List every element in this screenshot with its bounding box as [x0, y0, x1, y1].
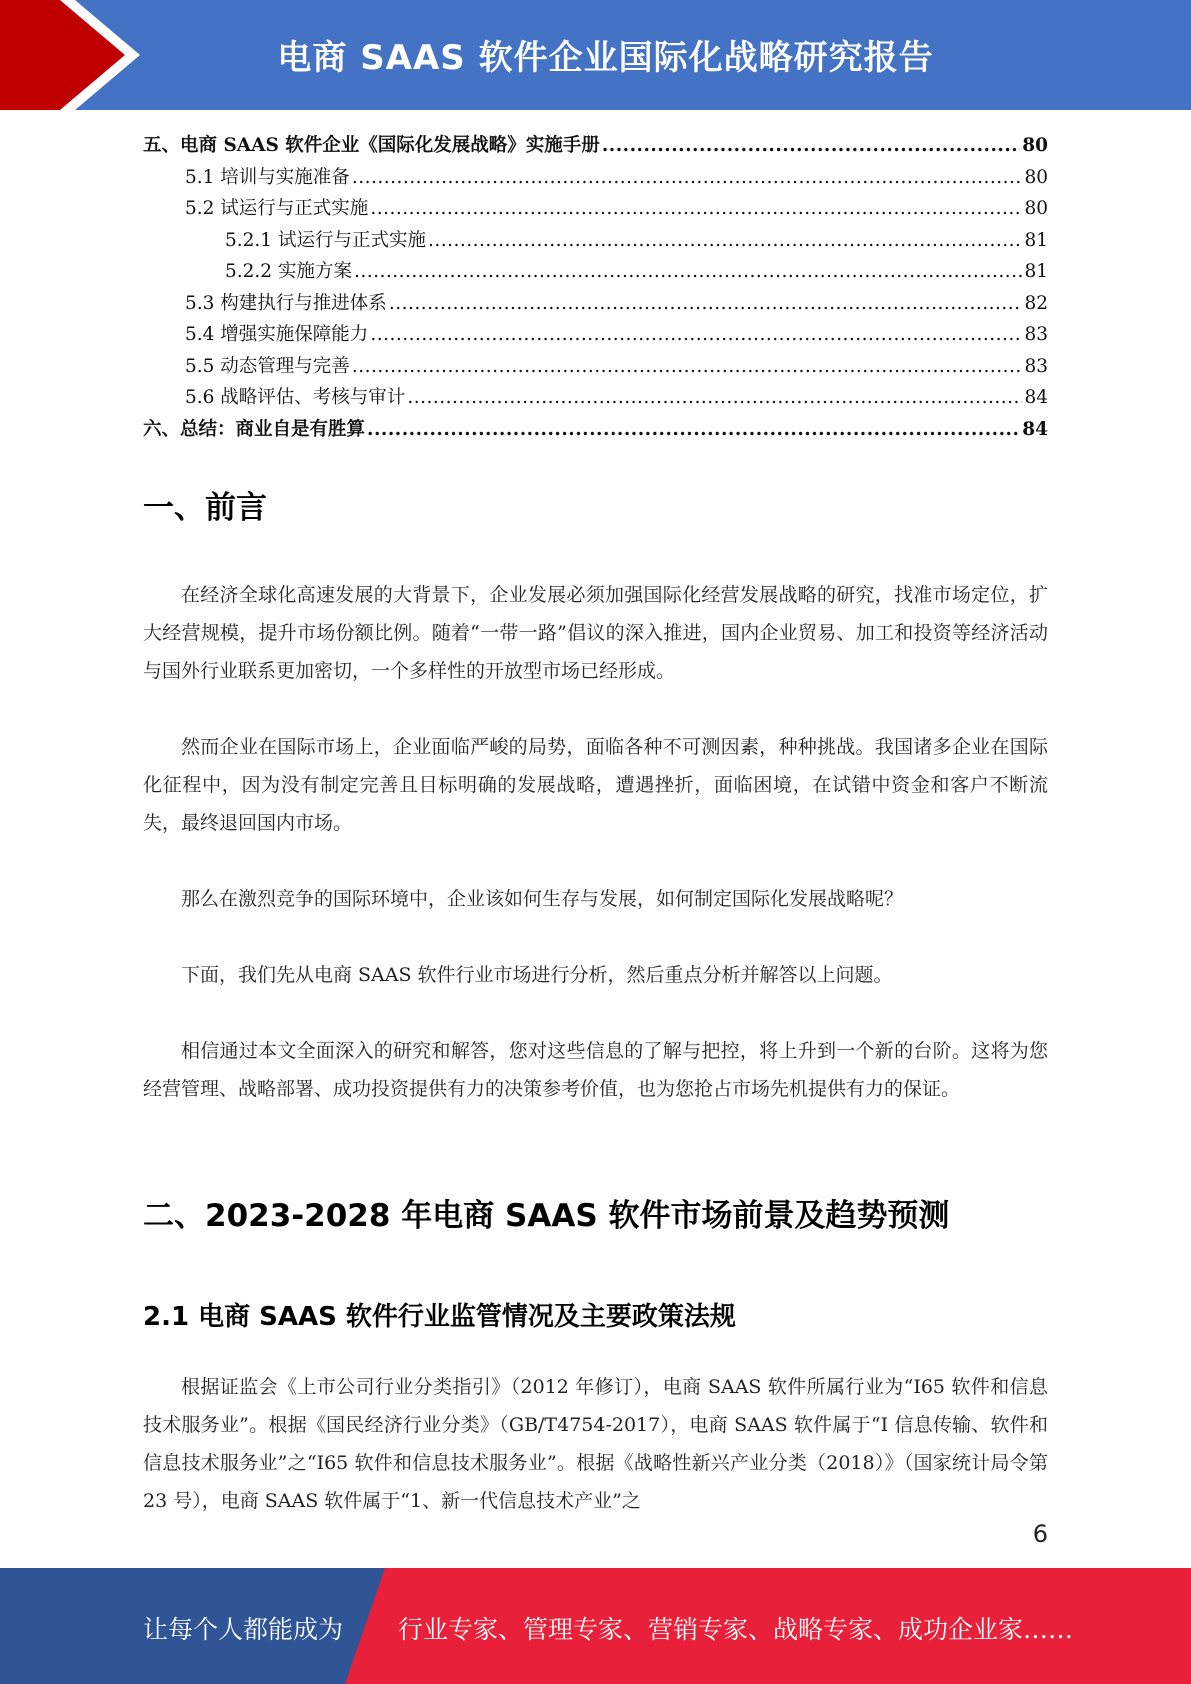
toc-leader-dots	[407, 382, 1022, 414]
toc-entry-page: 80	[1024, 198, 1048, 219]
toc-entry-label: 5.4 增强实施保障能力	[185, 324, 369, 345]
toc-entry[interactable]	[143, 382, 1048, 414]
toc-entry-page: 82	[1024, 292, 1048, 314]
toc-leader-dots	[367, 414, 1020, 446]
toc-entry-page: 80	[1024, 166, 1048, 188]
toc-entry[interactable]	[143, 288, 1048, 320]
subsection-heading: 2.1 电商 SAAS 软件行业监管情况及主要政策法规	[143, 1302, 736, 1332]
toc-entry-page: 83	[1024, 324, 1048, 345]
toc-entry-page: 81	[1024, 229, 1048, 251]
page-number: 6	[1032, 1520, 1048, 1548]
toc-leader-dots	[389, 288, 1023, 320]
body-paragraph: 然而企业在国际市场上，企业面临严峻的局势，面临各种不可测因素，种种挑战。我国诸多企业在国际化征程中，因为没有制定完善且目标明确的发展战略，遭遇挫折，面临困境，在试错中资金和客户不断流失，最终退回国内市场。	[143, 736, 1048, 834]
section-heading-preface: 一、前言	[143, 490, 267, 526]
page-footer	[0, 1568, 1191, 1684]
table-of-contents	[143, 130, 1048, 445]
toc-entry-label: 5.2.2 实施方案	[225, 261, 352, 282]
toc-entry[interactable]	[143, 193, 1048, 225]
section-heading-forecast: 二、2023-2028 年电商 SAAS 软件市场前景及趋势预测	[143, 1198, 950, 1234]
body-paragraph: 根据证监会《上市公司行业分类指引》（2012 年修订），电商 SAAS 软件所属行业为“I65 软件和信息技术服务业”。根据《国民经济行业分类》（GB/T4754-2017），电商 SAAS 软件属于“I 信息传输、软件和信息技术服务业”之“I65 软件和信息技术服务业”。根据《战略性新兴产业分类（2018）》（国家统计局令第 23 号），电商 SAAS 软件属于“1、新一代信息技术产业”之	[143, 1376, 1048, 1512]
toc-entry-page: 81	[1024, 261, 1048, 282]
toc-entry-page: 80	[1022, 135, 1048, 156]
toc-entry[interactable]	[143, 414, 1048, 446]
footer-slogan-left: 让每个人都能成为	[143, 1615, 344, 1644]
toc-entry[interactable]	[143, 130, 1048, 162]
body-paragraph: 相信通过本文全面深入的研究和解答，您对这些信息的了解与把控，将上升到一个新的台阶。这将为您经营管理、战略部署、成功投资提供有力的决策参考价值，也为您抢占市场先机提供有力的保证。	[143, 1040, 1048, 1100]
toc-entry[interactable]	[143, 319, 1048, 351]
toc-entry-page: 83	[1024, 355, 1048, 377]
header-title: 电商 SAAS 软件企业国际化战略研究报告	[277, 38, 934, 78]
toc-entry-label: 5.2 试运行与正式实施	[185, 198, 369, 219]
toc-leader-dots	[352, 162, 1023, 194]
toc-entry[interactable]	[143, 256, 1048, 288]
toc-leader-dots	[428, 225, 1022, 257]
toc-entry[interactable]	[143, 225, 1048, 257]
toc-entry-label: 5.1 培训与实施准备	[185, 166, 350, 188]
page-header	[0, 0, 1191, 110]
body-paragraph: 在经济全球化高速发展的大背景下，企业发展必须加强国际化经营发展战略的研究，找准市场定位，扩大经营规模，提升市场份额比例。随着“一带一路”倡议的深入推进，国内企业贸易、加工和投资等经济活动与国外行业联系更加密切，一个多样性的开放型市场已经形成。	[143, 584, 1048, 682]
toc-entry-label: 5.6 战略评估、考核与审计	[185, 387, 406, 408]
body-paragraph: 下面，我们先从电商 SAAS 软件行业市场进行分析，然后重点分析并解答以上问题。	[181, 964, 893, 986]
toc-entry[interactable]	[143, 162, 1048, 194]
toc-entry[interactable]	[143, 351, 1048, 383]
toc-leader-dots	[352, 351, 1023, 383]
toc-entry-label: 5.2.1 试运行与正式实施	[225, 229, 426, 251]
toc-entry-label: 六、总结：商业自是有胜算	[143, 418, 366, 440]
toc-entry-label: 五、电商 SAAS 软件企业《国际化发展战略》实施手册	[143, 135, 600, 156]
toc-leader-dots	[602, 130, 1020, 162]
toc-entry-page: 84	[1024, 387, 1048, 408]
body-paragraph: 那么在激烈竞争的国际环境中，企业该如何生存与发展，如何制定国际化发展战略呢？	[181, 888, 904, 910]
toc-entry-label: 5.5 动态管理与完善	[185, 355, 350, 377]
toc-entry-page: 84	[1022, 418, 1048, 440]
toc-leader-dots	[370, 319, 1022, 351]
toc-leader-dots	[370, 193, 1022, 225]
toc-entry-label: 5.3 构建执行与推进体系	[185, 292, 387, 314]
toc-leader-dots	[354, 256, 1023, 288]
footer-slogan-right: 行业专家、管理专家、营销专家、战略专家、成功企业家……	[398, 1615, 1074, 1644]
